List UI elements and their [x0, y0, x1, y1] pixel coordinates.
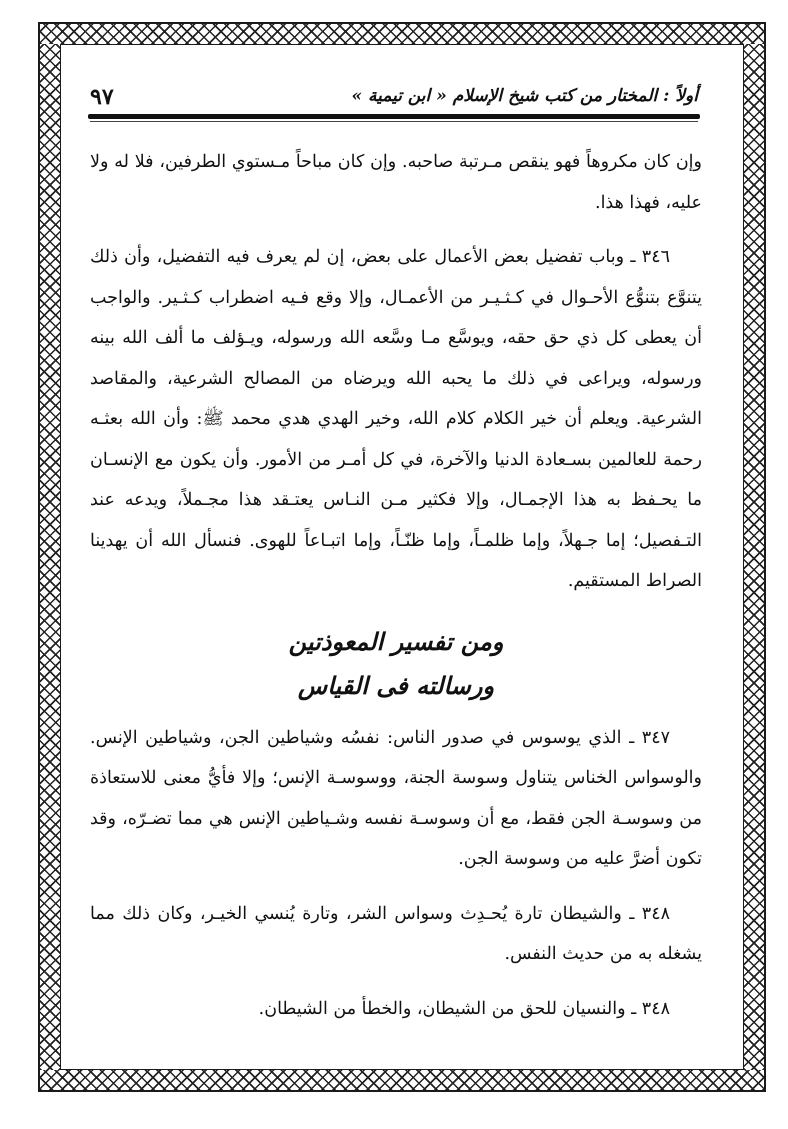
section-heading: [90, 602, 702, 718]
running-title: أولاً : المختار من كتب شيخ الإسلام « ابن تيمية »: [351, 86, 698, 106]
paragraph: وإن كان مكروهاً فهو ينقص مـرتبة صاحبه. وإن كان مباحاً مـستوي الطرفين، فلا له ولا عليه، فهذا هذا.: [90, 152, 702, 213]
section-heading-line-2: ورسالته فى القياس: [297, 670, 495, 700]
header-rule: [88, 114, 700, 119]
paragraph: ٣٤٦ ـ وباب تفضيل بعض الأعمال على بعض، إن لم يعرف فيه التفضيل، وأن ذلك يتنوَّع بتنوُّع الأحـوال في كـثـيـر من الأعمـال، وإلا وقع فـيه اضطراب كـثـير. والواجب أن يعطى كل ذي حق حقه، ويوسَّع مـا وسَّعه الله ورسوله، ويـؤلف ما ألف الله بينه ورسوله، ويراعى في ذلك ما يحبه الله ويرضاه من المصالح الشرعية، والمقاصد الشرعية. ويعلم أن خير الكلام كلام الله، وخير الهدي هدي محمد ﷺ: وأن الله بعثـه رحمة للعالمين بسـعادة الدنيا والآخرة، في كل أمـر من الأمور. وأن يكون مع الإنسـان ما يحـفظ به هذا الإجمـال، وإلا فكثير مـن النـاس يعتـقد هذا مجـملاً، ويدعه عند التـفصيل؛ إما جـهلاً، وإما ظلمـاً، وإما ظنّـاً، وإما اتبـاعاً للهوى. فنسأل الله أن يهدينا الصراط المستقيم.: [90, 247, 702, 591]
paragraph: ٣٤٨ ـ والنسيان للحق من الشيطان، والخطأ من الشيطان.: [258, 998, 670, 1019]
header-rule-thin: [90, 121, 698, 122]
paragraph: ٣٤٨ ـ والشيطان تارة يُحـدِث وسواس الشر، وتارة يُنسي الخيـر، وكان ذلك مما يشغله به من حديث النفس.: [90, 903, 702, 964]
section-heading-line-1: ومن تفسير المعوذتين: [288, 626, 504, 656]
page-header: [90, 82, 698, 116]
paragraph: ٣٤٧ ـ الذي يوسوس في صدور الناس: نفسُه وشياطين الجن، وشياطين الإنس. والوسواس الخناس يتناول وسوسة الجنة، ووسوسـة الإنس؛ وإلا فأيُّ معنى للاستعاذة من وسوسـة الجن فقط، مع أن وسوسـة نفسه وشـياطين الإنس هي مما تضـرّه، وقد تكون أضرَّ عليه من وسوسة الجن.: [90, 727, 703, 869]
page-number: ٩٧: [90, 84, 114, 110]
page-content: [90, 142, 702, 1029]
